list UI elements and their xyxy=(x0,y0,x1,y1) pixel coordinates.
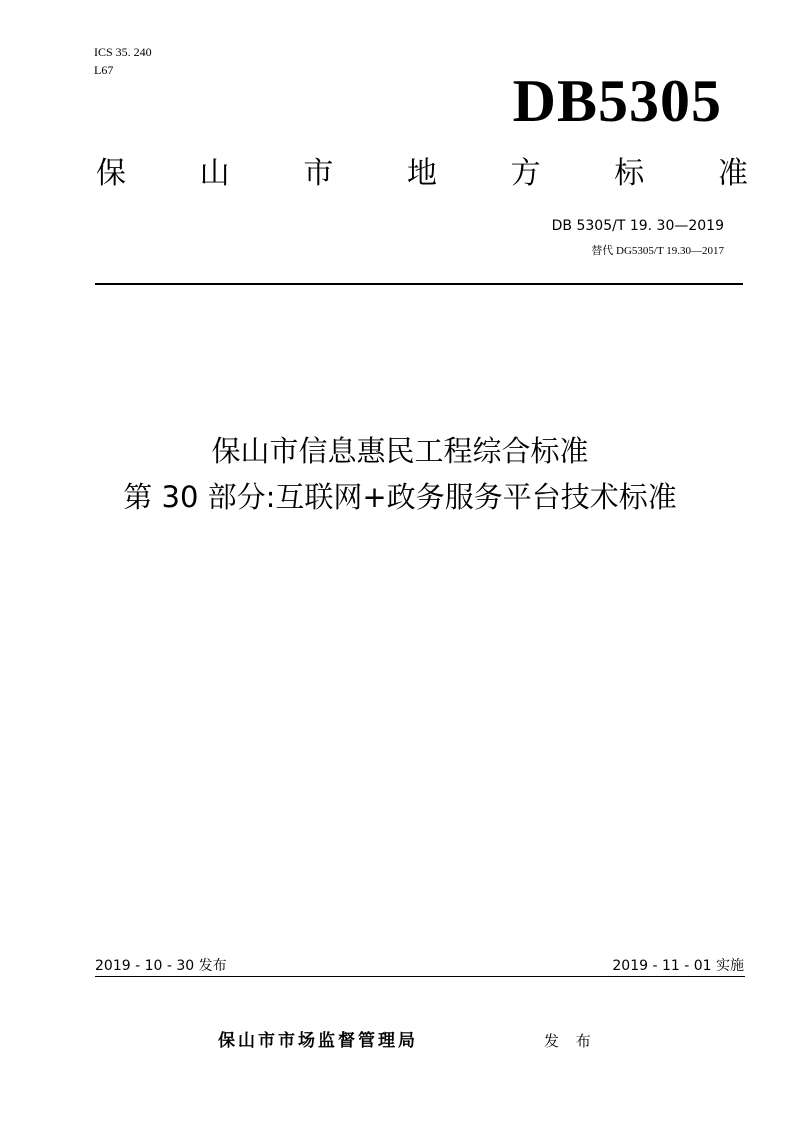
footer-divider xyxy=(95,976,745,977)
header-divider xyxy=(95,283,743,285)
standard-type-char: 标 xyxy=(614,156,645,191)
issue-label: 发 布 xyxy=(544,1032,597,1050)
implementation-date: 2019 - 11 - 01 实施 xyxy=(612,958,744,974)
standard-type-char: 准 xyxy=(717,156,748,191)
ics-code: ICS 35. 240 xyxy=(94,45,152,59)
standard-type-char: 方 xyxy=(510,156,541,191)
standard-type-char: 保 xyxy=(96,156,126,191)
issue-date: 2019 - 10 - 30 发布 xyxy=(95,958,227,974)
document-title: 保山市信息惠民工程综合标准 xyxy=(211,434,589,468)
standard-type-heading xyxy=(96,152,748,196)
document-subtitle: 第 30 部分:互联网+政务服务平台技术标准 xyxy=(123,480,677,514)
db-standard-mark: DB5305 xyxy=(512,68,722,134)
standard-type-char: 地 xyxy=(406,156,437,191)
standard-type-char: 山 xyxy=(199,156,230,191)
replaces-standard: 替代 DG5305/T 19.30—2017 xyxy=(591,245,724,257)
issuing-authority: 保山市市场监督管理局 xyxy=(218,1031,418,1051)
standard-number: DB 5305/T 19. 30—2019 xyxy=(551,218,724,234)
classification-code: L67 xyxy=(94,63,114,77)
standard-type-char: 市 xyxy=(303,156,334,191)
